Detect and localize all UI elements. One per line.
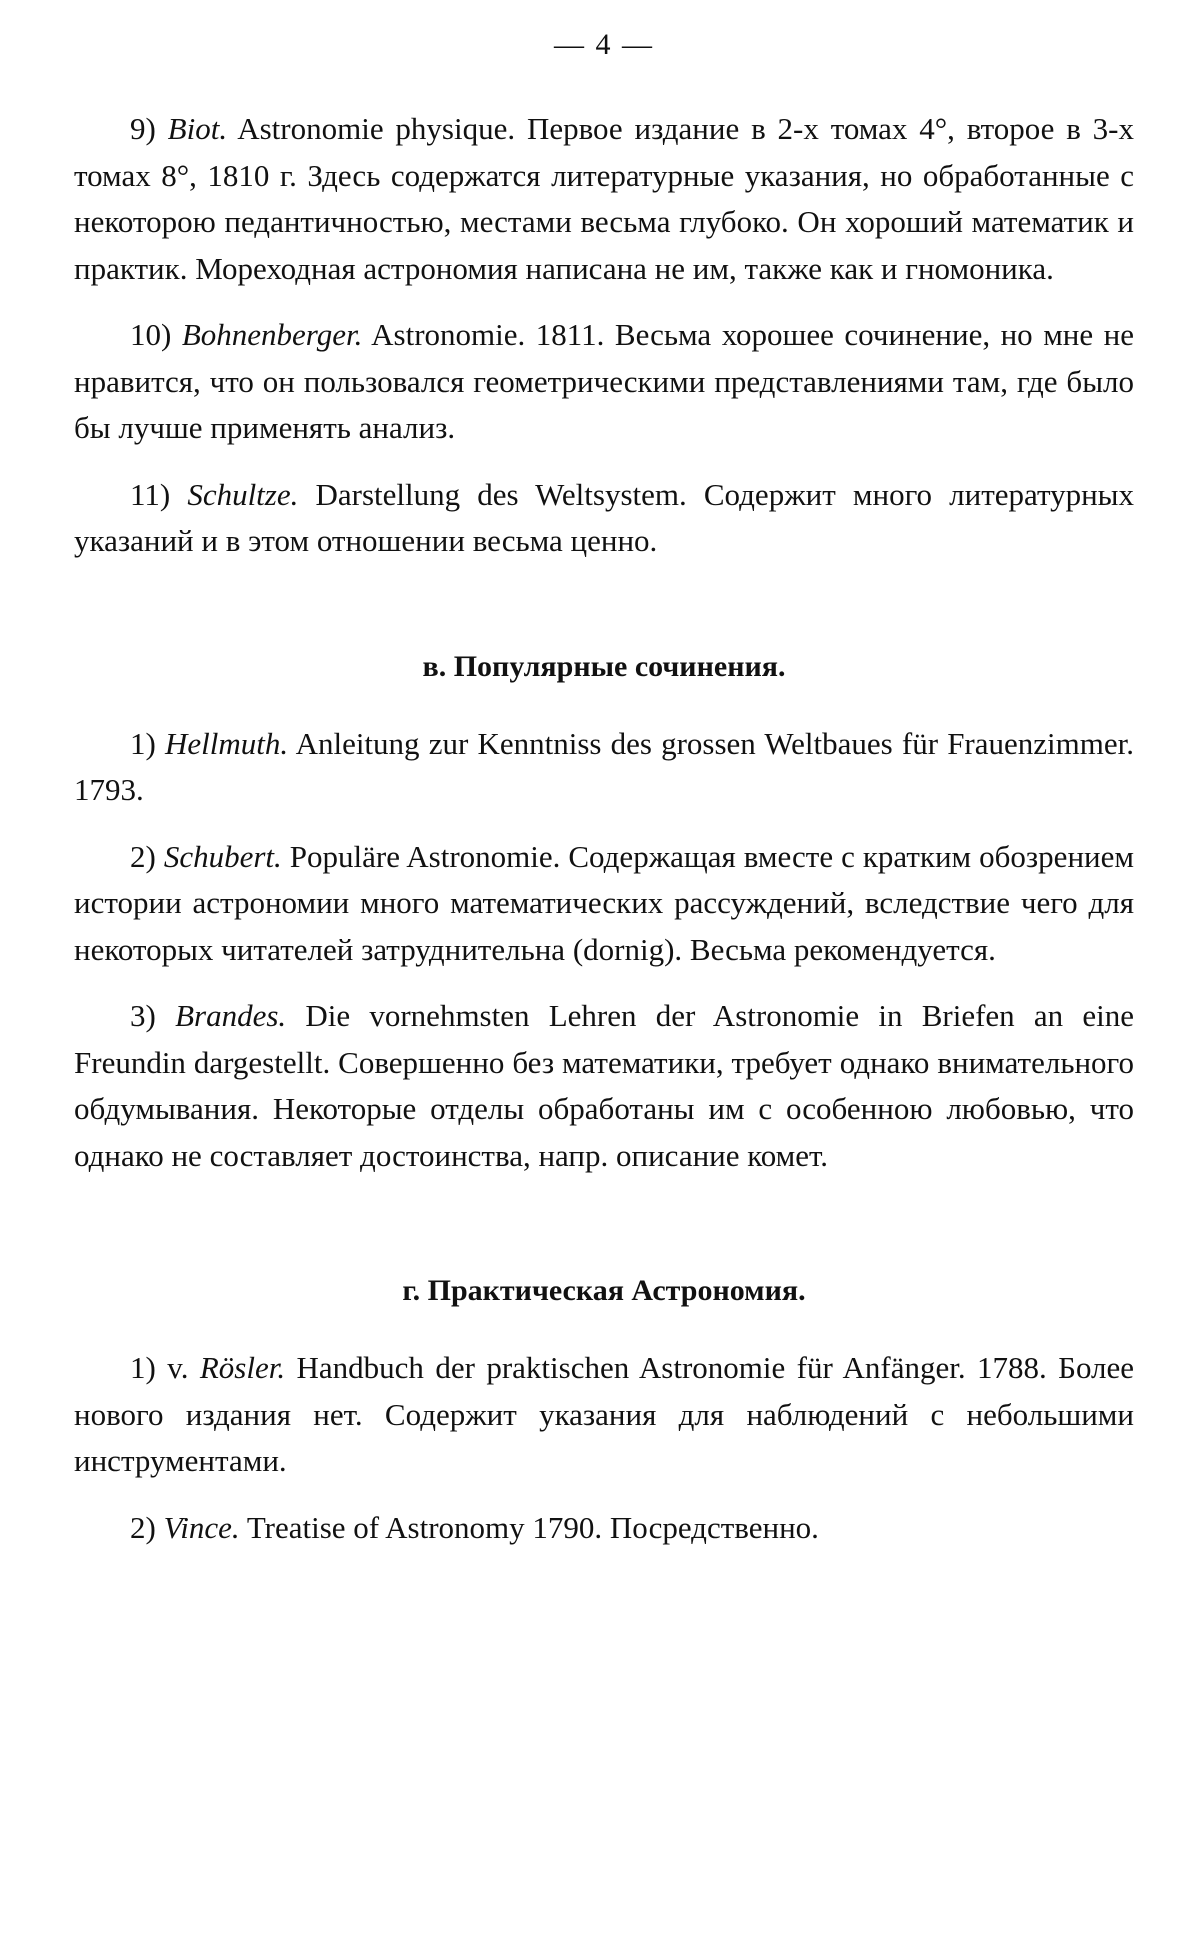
entry-text: Astronomie physique. Первое издание в 2-х томах 4°, второе в 3-х томах 8°, 1810 г. Здесь содержатся литературные указания, но обработанные с некоторою педантичностью, местами весьма глубоко. Он хороший математик и практик. Мореходная астрономия написана не им, также как и гномоника. — [74, 111, 1135, 286]
entry-author: Bohnenberger. — [181, 317, 363, 352]
bibliography-entry-10 — [74, 312, 1134, 452]
bibliography-entry-popular-1 — [74, 721, 1134, 814]
bibliography-entry-popular-2 — [74, 834, 1134, 974]
page-number: — 4 — — [554, 28, 654, 61]
bibliography-entry-11 — [74, 472, 1134, 565]
entry-author: Schubert. — [163, 838, 282, 874]
document-page — [74, 28, 1134, 1571]
entry-text: Anleitung zur Kenntniss des grossen Weltbaues für Frauenzimmer. 1793. — [74, 725, 1134, 807]
entry-author: Brandes. — [175, 998, 287, 1033]
entry-text: Die vornehmsten Lehren der Astronomie in Briefen an eine Freundin dargestellt. Совершенно без математики, требует однако внимательного обдумывания. Некоторые отделы обработаны им с особенною любовью, что однако не составляет достоинства, напр. описание комет. — [74, 998, 1135, 1173]
section-heading-popular: в. Популярные сочинения. — [422, 649, 786, 683]
entry-text: Populäre Astronomie. Содержащая вместе с кратким обозрением истории астрономии много математических рассуждений, вследствие чего для некоторых читателей затруднительна (dornig). Весьма рекомендуется. — [74, 838, 1134, 967]
entry-number: 11) — [130, 476, 171, 512]
bibliography-entry-9 — [74, 106, 1134, 292]
entry-text: Darstellung des Weltsystem. Содержит много литературных указаний и в этом отношении весьма ценно. — [74, 476, 1135, 558]
entry-author: Vince. — [163, 1509, 240, 1545]
bibliography-entry-popular-3 — [74, 993, 1134, 1179]
entry-number: 3) — [130, 998, 156, 1033]
entry-author: Biot. — [167, 111, 228, 146]
entry-number: 9) — [130, 111, 156, 146]
section-heading-practical: г. Практическая Астрономия. — [402, 1274, 806, 1307]
entry-number: 1) — [130, 725, 156, 761]
entry-number: 2) — [130, 838, 156, 874]
entry-text: Astronomie. 1811. Весьма хорошее сочинение, но мне не нравится, что он пользовался геометрическими представлениями там, где было бы лучше применять анализ. — [74, 317, 1135, 445]
entry-text: Treatise of Astronomy 1790. Посредственно. — [246, 1509, 819, 1545]
entry-text: Handbuch der praktischen Astronomie für Anfänger. 1788. Более нового издания нет. Содержит указания для наблюдений с небольшими инструментами. — [74, 1350, 1135, 1478]
entry-author: Rösler. — [199, 1350, 286, 1385]
entry-number: 2) — [130, 1509, 156, 1545]
entry-author: Schultze. — [187, 476, 299, 512]
entry-number: 1) v. — [130, 1350, 189, 1385]
entry-number: 10) — [130, 317, 172, 352]
bibliography-entry-practical-2 — [74, 1505, 1134, 1552]
entry-author: Hellmuth. — [164, 725, 289, 761]
bibliography-entry-practical-1 — [74, 1345, 1134, 1485]
